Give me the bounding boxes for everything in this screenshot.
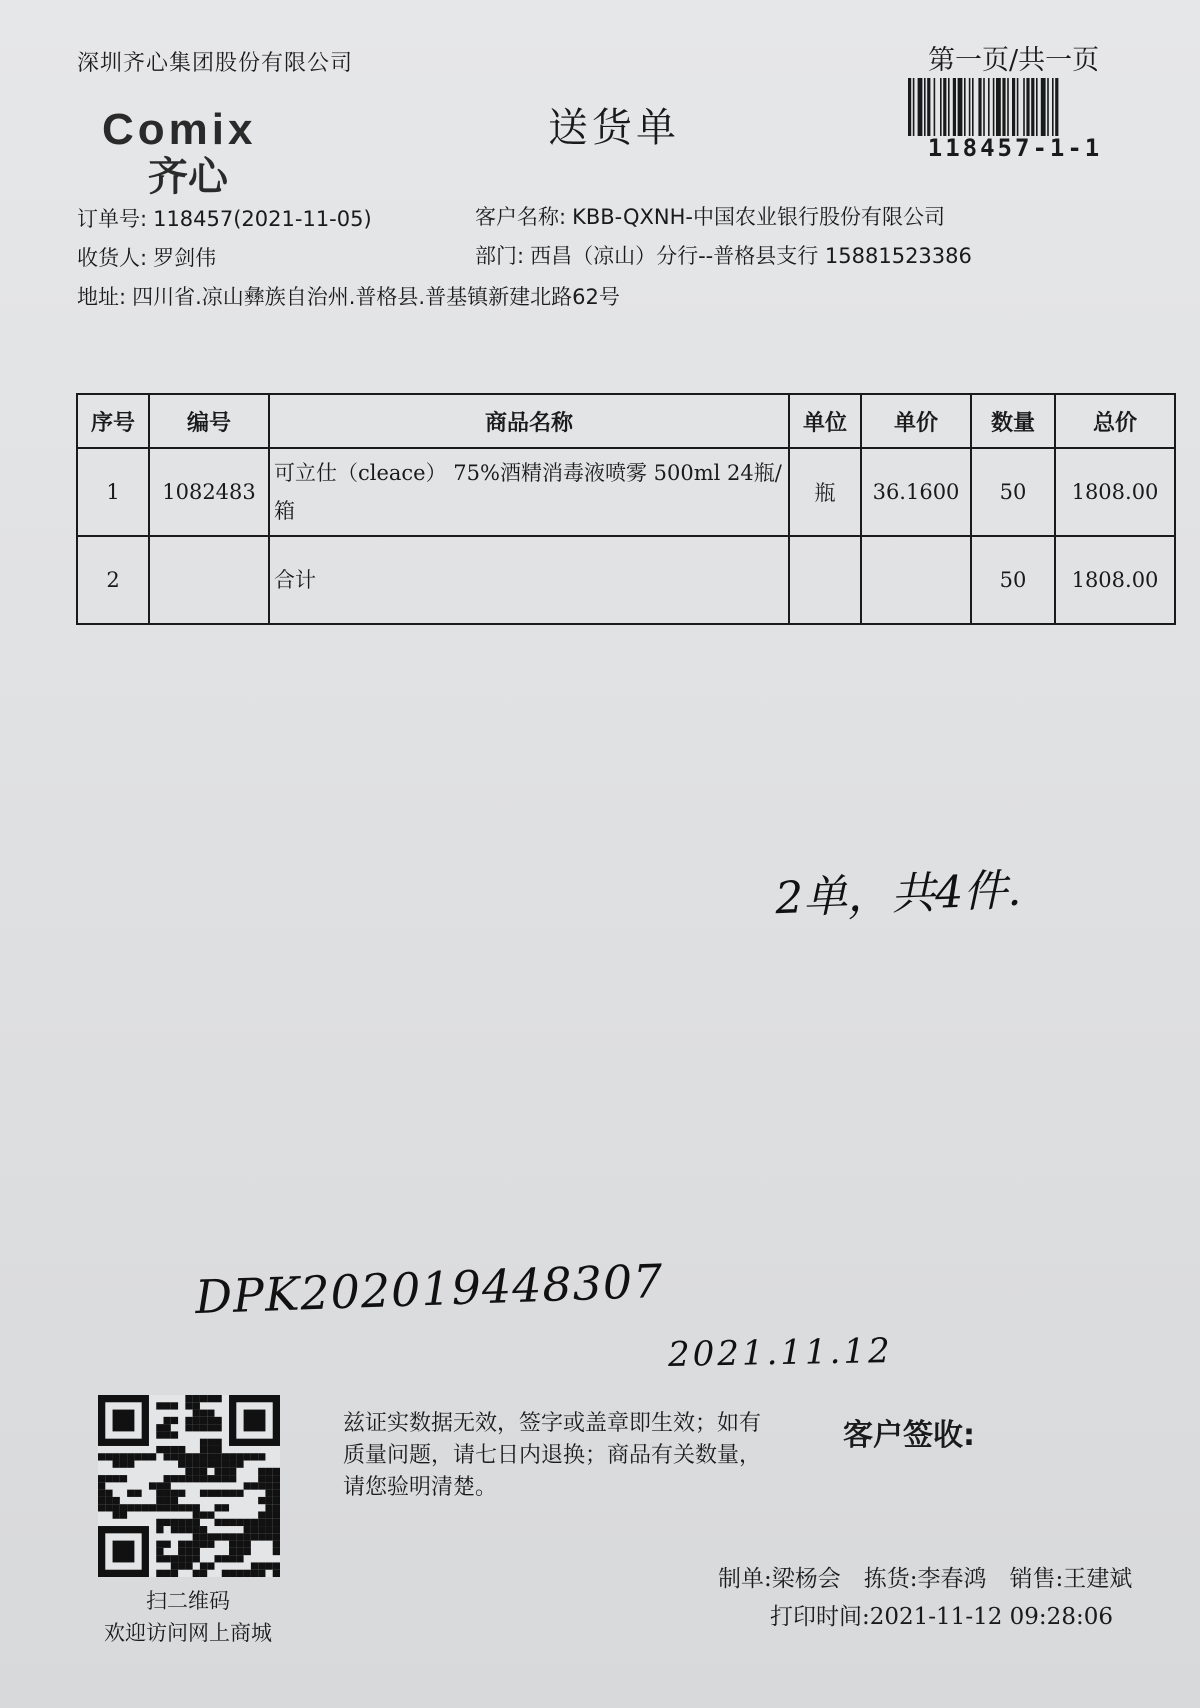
customer-value: KBB-QXNH-中国农业银行股份有限公司 [572,205,946,229]
col-header-code: 编号 [149,394,269,448]
col-header-unit: 单位 [789,394,861,448]
handwritten-note: 2单，共4件. [774,864,1022,925]
cell-seq: 2 [77,536,149,624]
col-header-qty: 数量 [971,394,1055,448]
items-table [76,393,1176,625]
receiver-label: 收货人: [77,246,148,270]
receiver-value: 罗剑伟 [153,246,217,270]
cell-code [149,536,269,624]
qr-caption-line-2: 欢迎访问网上商城 [104,1621,272,1645]
disclaimer-text: 兹证实数据无效，签字或盖章即生效；如有质量问题，请七日内退换；商品有关数量，请您验明清楚。 [343,1411,762,1500]
qr-code [98,1395,280,1577]
col-header-seq: 序号 [77,394,149,448]
col-header-name: 商品名称 [269,394,789,448]
receiver [77,242,216,272]
order-value: 118457(2021-11-05) [153,207,372,231]
qr-caption [78,1585,298,1649]
customer-name [475,201,945,231]
cell-unit: 瓶 [789,448,861,536]
logo-text-en: Comix [102,105,257,154]
cell-price [861,536,971,624]
address-value: 四川省.凉山彝族自治州.普格县.普基镇新建北路62号 [132,285,620,309]
cell-seq: 1 [77,448,149,536]
col-header-total: 总价 [1055,394,1175,448]
barcode-number: 118457-1-1 [927,134,1103,162]
cell-name: 可立仕（cleace） 75%酒精消毒液喷雾 500ml 24瓶/箱 [269,448,789,536]
customer-signature-label: 客户签收: [843,1418,975,1453]
document-title: 送货单 [548,105,680,151]
dept-label: 部门: [475,244,525,268]
print-time: 打印时间:2021-11-12 09:28:06 [770,1604,1113,1630]
cell-unit [789,536,861,624]
staff-info: 制单:梁杨会 拣货:李春鸿 销售:王建斌 [718,1566,1133,1592]
department [475,240,972,270]
qr-caption-line-1: 扫二维码 [146,1589,230,1613]
items-table-wrapper [76,393,1176,625]
dept-value: 西昌（凉山）分行--普格县支行 15881523386 [530,244,972,268]
table-row [77,448,1175,536]
cell-total: 1808.00 [1055,536,1175,624]
order-number [77,203,372,233]
table-row [77,536,1175,624]
handwritten-date: 2021.11.12 [667,1331,894,1375]
cell-name: 合计 [269,536,789,624]
page-indicator: 第一页/共一页 [928,45,1100,76]
table-header-row [77,394,1175,448]
col-header-price: 单价 [861,394,971,448]
address [77,281,620,311]
cell-qty: 50 [971,448,1055,536]
company-name: 深圳齐心集团股份有限公司 [77,51,354,76]
cell-qty: 50 [971,536,1055,624]
cell-total: 1808.00 [1055,448,1175,536]
logo-text-cn: 齐心 [148,154,228,199]
comix-logo [100,104,330,199]
barcode [908,78,1122,136]
customer-label: 客户名称: [475,205,567,229]
order-label: 订单号: [77,207,148,231]
cell-price: 36.1600 [861,448,971,536]
cell-code: 1082483 [149,448,269,536]
handwritten-tracking-number: DPK202019448307 [194,1253,665,1325]
address-label: 地址: [77,285,127,309]
